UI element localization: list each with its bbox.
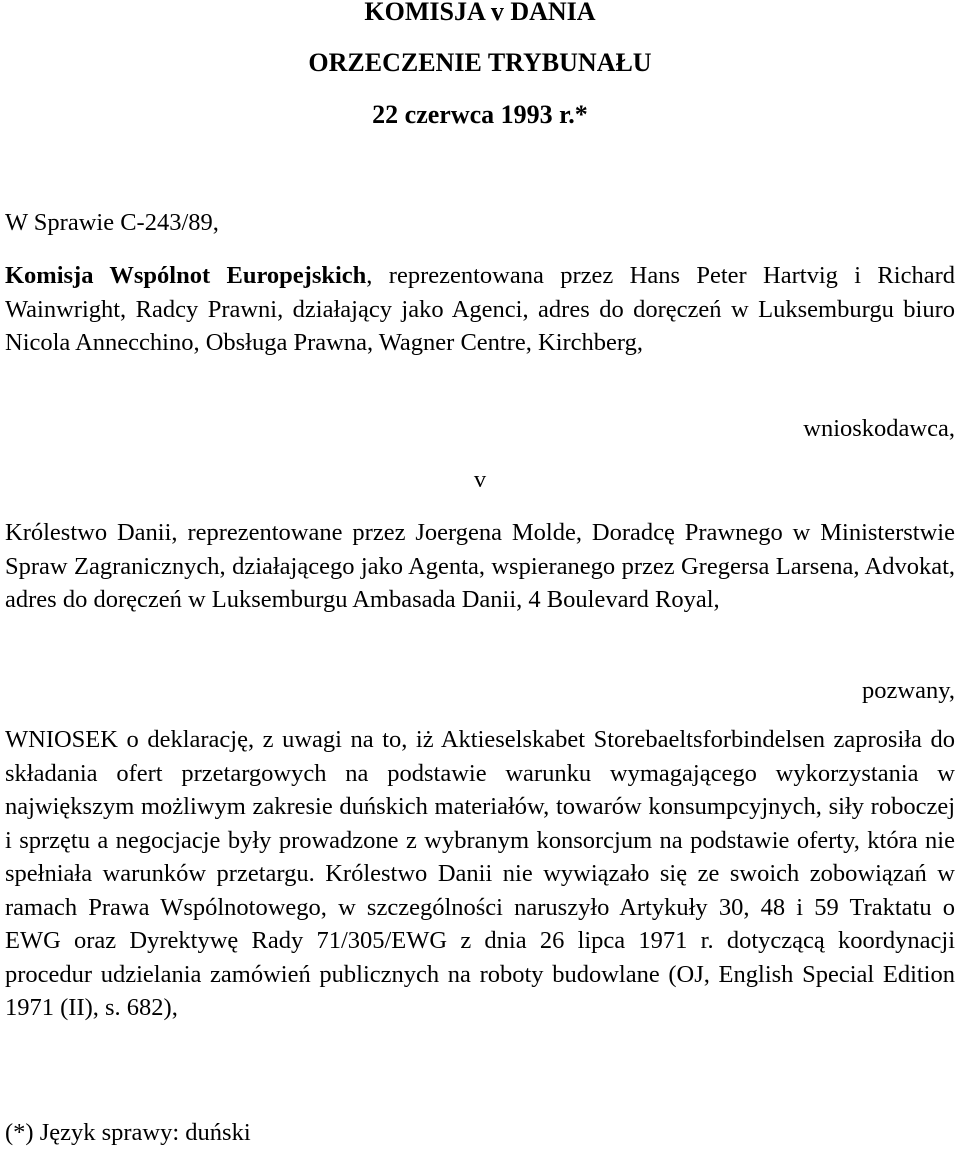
footnote-language: (*) Język sprawy: duński — [5, 1119, 251, 1146]
document-type-title: ORZECZENIE TRYBUNAŁU — [308, 48, 652, 77]
applicant-name: Komisja Wspólnot Europejskich — [5, 262, 367, 289]
defendant-paragraph: Królestwo Danii, reprezentowane przez Joergena Molde, Doradcę Prawnego w Ministerstwie Spraw Zagranicznych, działającego jako Agenta, wspieranego przez Gregersa Larsena, Advokat, adres do doręczeń w Luksemburgu Ambasada Danii, 4 Boulevard Royal, — [5, 519, 955, 613]
applicant-paragraph — [5, 259, 955, 360]
case-parties-title: KOMISJA v DANIA — [364, 0, 596, 26]
applicant-role: wnioskodawca, — [803, 415, 955, 442]
judgment-date: 22 czerwca 1993 r.* — [372, 100, 588, 129]
application-paragraph: WNIOSEK o deklarację, z uwagi na to, iż Aktieselskabet Storebaeltsforbindelsen zaprosiła do składania ofert przetargowych na podstawie warunku wymagającego wykorzystania w największym możliwym zakresie duńskich materiałów, towarów konsumpcyjnych, siły roboczej i sprzętu a negocjacje były prowadzone z wybranym konsorcjum na podstawie oferty, która nie spełniała warunków przetargu. Królestwo Danii nie wywiązało się ze swoich zobowiązań w ramach Prawa Wspólnotowego, w szczególności naruszyło Artykuły 30, 48 i 59 Traktatu o EWG oraz Dyrektywę Rady 71/305/EWG z dnia 26 lipca 1971 r. dotyczącą koordynacji procedur udzielania zamówień publicznych na roboty budowlane (OJ, English Special Edition 1971 (II), s. 682), — [5, 726, 955, 1021]
applicant-description: , reprezentowana przez Hans Peter Hartvig i Richard Wainwright, Radcy Prawni, działający jako Agenci, adres do doręczeń w Luksemburgu biuro Nicola Annecchino, Obsługa Prawna, Wagner Centre, Kirchberg, — [5, 262, 955, 356]
versus-marker: v — [473, 466, 487, 493]
defendant-role: pozwany, — [862, 677, 955, 704]
case-number: W Sprawie C-243/89, — [5, 209, 219, 236]
